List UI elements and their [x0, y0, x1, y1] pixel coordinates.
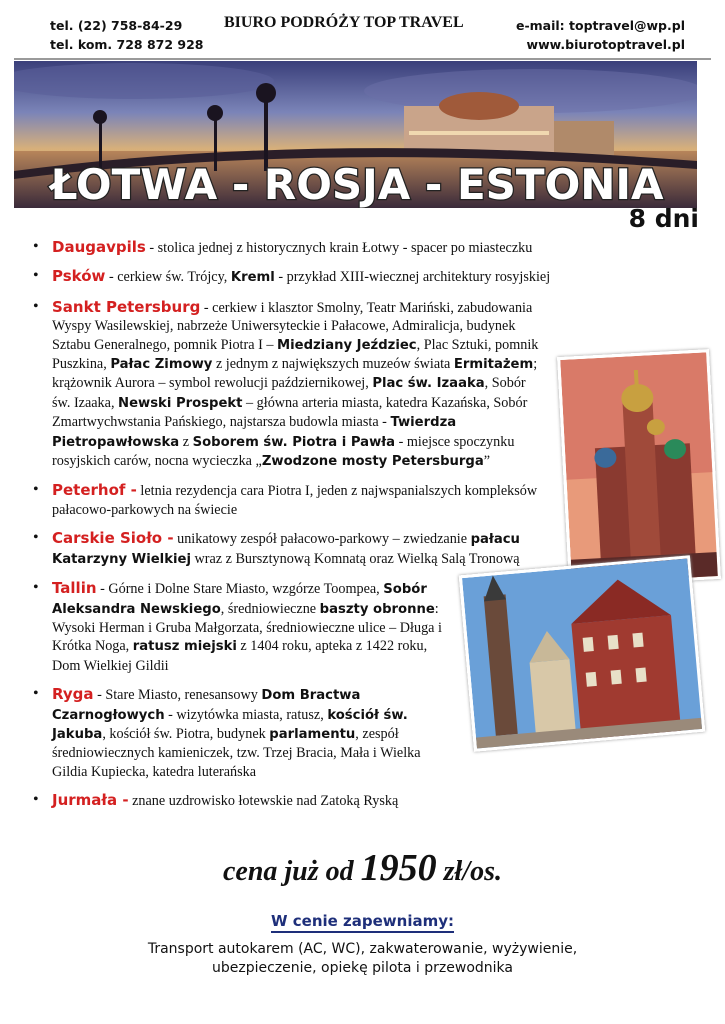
destination-name: Tallin: [52, 579, 97, 598]
description-text: , kościół św. Piotra, budynek: [102, 725, 270, 742]
destination-name: Peterhof -: [52, 481, 137, 500]
bullet-icon: •: [33, 685, 39, 703]
highlighted-attraction: Zwodzone mosty Petersburga: [261, 454, 484, 470]
description-text: - cerkiew św. Trójcy,: [105, 269, 231, 286]
itinerary-item: [30, 298, 540, 472]
highlighted-attraction: parlamentu: [269, 726, 356, 742]
description-text: ; krążownik Aurora – symbol rewolucji październikowej,: [52, 356, 538, 392]
bullet-icon: •: [33, 267, 39, 285]
header-divider: [14, 58, 711, 60]
banner-image: [14, 61, 697, 208]
description-text: , zespół średniowiecznych kamieniczek, tzw. Trzej Bracia, Mała i Wielka Gildia Kupiecka, katedra luterańska: [52, 725, 421, 780]
contact-online: [516, 16, 685, 54]
highlighted-attraction: Miedziany Jeździec: [276, 337, 417, 353]
description-text: - przykład XIII-wiecznej architektury rosyjskiej: [274, 269, 551, 286]
website-link[interactable]: www.biurotoptravel.pl: [526, 37, 685, 52]
header: [0, 14, 725, 58]
included-details: [0, 940, 725, 978]
description-text: z 1404 roku, apteka z 1422 roku, Dom Wielkiej Gildii: [52, 638, 428, 674]
destination-name: Psków: [52, 267, 106, 286]
destination-name: Carskie Sioło -: [52, 529, 174, 548]
itinerary-item: [30, 791, 660, 810]
highlighted-attraction: Plac św. Izaaka: [372, 376, 485, 392]
agency-name: BIURO PODRÓŻY TOP TRAVEL: [224, 14, 464, 31]
description-text: , średniowieczne: [220, 600, 320, 617]
itinerary-item: [30, 267, 660, 287]
bullet-icon: •: [33, 791, 39, 809]
highlighted-attraction: Ermitażem: [453, 357, 534, 373]
banner: [14, 61, 697, 208]
highlighted-attraction: kościół św. Jakuba: [52, 707, 408, 742]
included-line-1: Transport autokarem (AC, WC), zakwaterowanie, wyżywienie,: [147, 941, 578, 957]
trip-duration: 8 dni: [628, 204, 699, 233]
highlighted-attraction: Soborem św. Piotra i Pawła: [192, 434, 396, 450]
description-text: – główna arteria miasta, katedra Kazańska, Sobór Zmartwychwstania Pańskiego, najstarsza budowla miasta -: [52, 394, 528, 431]
included-heading: [0, 912, 725, 930]
destination-name: Ryga: [52, 685, 94, 704]
itinerary-item: [30, 579, 450, 675]
description-text: - stolica jednej z historycznych krain Łotwy - spacer po miasteczku: [145, 240, 533, 256]
description-text: - cerkiew i klasztor Smolny, Teatr Mariński, zabudowania Wyspy Wasilewskiej, nabrzeże Uniwersyteckie i Pałacowe, Admiralicja, budynek Sztabu Generalnego, pomnik Piotra I –: [52, 299, 533, 353]
highlighted-attraction: Sobór Aleksandra Newskiego: [52, 582, 427, 617]
description-text: znane uzdrowisko łotewskie nad Zatoką Ryską: [128, 793, 399, 810]
price-amount: 1950: [360, 847, 437, 889]
itinerary-item: [30, 481, 540, 519]
highlighted-attraction: Kreml: [230, 270, 275, 286]
highlighted-attraction: Newski Prospekt: [118, 395, 243, 411]
price-suffix: zł/os.: [443, 856, 503, 887]
bullet-icon: •: [33, 529, 39, 547]
description-text: z: [179, 433, 193, 450]
destination-name: Sankt Petersburg: [52, 297, 201, 316]
description-text: : Wysoki Herman i Gruba Małgorzata, średniowieczne ulice – Długa i Krótka Noga,: [52, 600, 442, 655]
highlighted-attraction: Twierdza Pietropawłowska: [52, 415, 457, 450]
bullet-icon: •: [33, 238, 39, 255]
description-text: ”: [483, 453, 491, 470]
itinerary-item: [30, 685, 450, 781]
description-text: unikatowy zespół pałacowo-parkowy – zwiedzanie: [173, 531, 471, 548]
price-line: [0, 846, 725, 890]
phone-number: tel. (22) 758-84-29: [50, 18, 183, 33]
mobile-number: tel. kom. 728 872 928: [50, 37, 204, 52]
description-text: - wizytówka miasta, ratusz,: [164, 706, 328, 723]
included-heading-text: W cenie zapewniamy:: [271, 912, 454, 933]
highlighted-attraction: pałacu Katarzyny Wielkiej: [52, 532, 520, 567]
bullet-icon: •: [33, 297, 39, 315]
destination-name: Daugavpils: [52, 238, 146, 256]
description-text: wraz z Bursztynową Komnatą oraz Wielką Salą Tronową: [190, 550, 520, 567]
description-text: - Stare Miasto, renesansowy: [93, 687, 262, 704]
price-prefix: cena już od: [222, 856, 354, 887]
photo-saint-petersburg-church: [557, 349, 721, 587]
included-line-2: ubezpieczenie, opiekę pilota i przewodnika: [212, 960, 513, 976]
description-text: - miejsce spoczynku rosyjskich carów, nocna wycieczka „: [52, 433, 515, 470]
description-text: , Sobór św. Izaaka,: [52, 375, 526, 411]
description-text: letnia rezydencja cara Piotra I, jeden z najwspanialszych kompleksów pałacowo-parkowych na świecie: [52, 483, 538, 518]
itinerary-item: [30, 238, 660, 257]
email-address[interactable]: e-mail: toptravel@wp.pl: [515, 18, 685, 33]
highlighted-attraction: ratusz miejski: [132, 639, 237, 655]
highlighted-attraction: baszty obronne: [319, 601, 435, 617]
description-text: - Górne i Dolne Stare Miasto, wzgórze Toompea,: [96, 581, 384, 598]
highlighted-attraction: Dom Bractwa Czarnogłowych: [52, 688, 361, 723]
bullet-icon: •: [33, 481, 39, 499]
banner-title: ŁOTWA - ROSJA - ESTONIA: [50, 160, 664, 208]
highlighted-attraction: Pałac Zimowy: [110, 357, 213, 373]
description-text: , Plac Sztuki, pomnik Puszkina,: [52, 336, 539, 373]
contact-phones: [50, 16, 204, 54]
description-text: z jednym z największych muzeów świata: [212, 356, 454, 373]
destination-name: Jurmała -: [52, 791, 129, 810]
photo-riga-house-of-blackheads: [459, 555, 706, 752]
itinerary-item: [30, 529, 540, 569]
bullet-icon: •: [33, 579, 39, 597]
